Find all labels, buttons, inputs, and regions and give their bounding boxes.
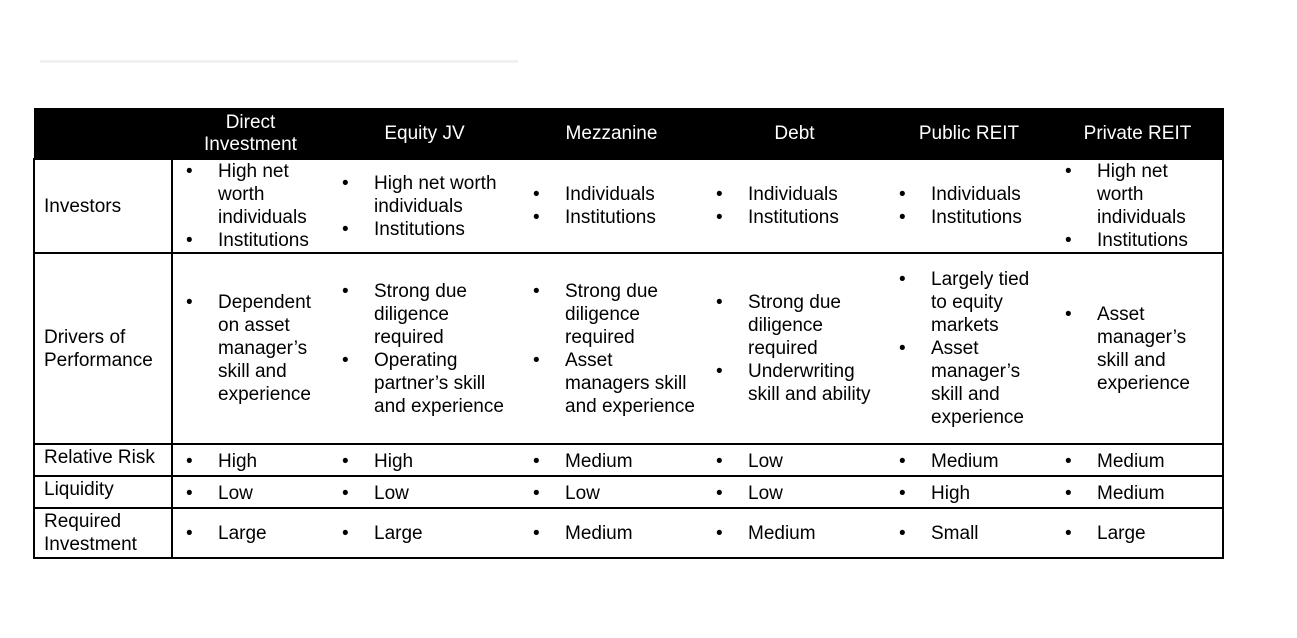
bullet-item: • Operating partner’s skill and experience: [374, 349, 512, 418]
bullet-item: • Largely tied to equity markets: [931, 268, 1030, 337]
bullet-item: • Strong due diligence required: [748, 291, 882, 360]
cell-equity-jv: [329, 508, 520, 558]
bullet-item: • Asset manager’s skill and experience: [1097, 303, 1208, 395]
header-equity-jv: Equity JV: [329, 109, 520, 160]
bullet-item: • Underwriting skill and ability: [748, 360, 882, 406]
cell-direct-investment: [172, 444, 329, 476]
bullet-item: • Individuals: [565, 183, 703, 206]
bullet-item: • Strong due diligence required: [565, 280, 699, 349]
cell-mezzanine: [520, 508, 703, 558]
bullet-item: • High: [218, 450, 329, 473]
cell-public-reit: [886, 253, 1052, 444]
bullet-item: • Large: [218, 522, 329, 545]
header-debt: Debt: [703, 109, 886, 160]
cell-equity-jv: [329, 159, 520, 253]
row-label: Investors: [34, 159, 172, 253]
bullet-item: • Institutions: [565, 206, 703, 229]
cell-mezzanine: [520, 159, 703, 253]
header-empty: [34, 109, 172, 160]
bullet-item: • Low: [748, 482, 886, 505]
bullet-item: • Medium: [1097, 450, 1222, 473]
cell-mezzanine: [520, 476, 703, 508]
row-drivers-of-performance: [34, 253, 1223, 444]
bullet-item: • Medium: [748, 522, 886, 545]
bullet-item: • High net worth individuals: [218, 160, 321, 229]
bullet-item: • Medium: [931, 450, 1052, 473]
cell-private-reit: [1052, 159, 1223, 253]
header-row: [34, 109, 1223, 160]
header-mezzanine: Mezzanine: [520, 109, 703, 160]
cell-debt: [703, 253, 886, 444]
bullet-item: • Low: [748, 450, 886, 473]
bullet-item: • Low: [565, 482, 703, 505]
cell-debt: [703, 159, 886, 253]
row-label: Required Investment: [34, 508, 172, 558]
cell-equity-jv: [329, 476, 520, 508]
bullet-item: • Large: [374, 522, 520, 545]
cell-direct-investment: [172, 476, 329, 508]
cell-direct-investment: [172, 253, 329, 444]
bullet-item: • High: [931, 482, 1052, 505]
row-liquidity: [34, 476, 1223, 508]
cell-public-reit: [886, 159, 1052, 253]
cell-public-reit: [886, 508, 1052, 558]
cell-public-reit: [886, 444, 1052, 476]
cell-equity-jv: [329, 253, 520, 444]
bullet-item: • Small: [931, 522, 1052, 545]
cell-equity-jv: [329, 444, 520, 476]
row-label: Liquidity: [34, 476, 172, 508]
cell-private-reit: [1052, 508, 1223, 558]
bullet-item: • Strong due diligence required: [374, 280, 512, 349]
row-label: Relative Risk: [34, 444, 172, 476]
faint-header-rule: [40, 60, 518, 63]
row-investors: [34, 159, 1223, 253]
bullet-item: • Institutions: [748, 206, 886, 229]
bullet-item: • High net worth individuals: [374, 172, 518, 218]
bullet-item: • Institutions: [374, 218, 518, 241]
bullet-item: • Asset managers skill and experience: [565, 349, 699, 418]
cell-debt: [703, 508, 886, 558]
cell-debt: [703, 444, 886, 476]
bullet-item: • Institutions: [1097, 229, 1208, 252]
bullet-item: • Asset manager’s skill and experience: [931, 337, 1030, 429]
bullet-item: • Institutions: [931, 206, 1052, 229]
cell-direct-investment: [172, 508, 329, 558]
bullet-item: • Low: [218, 482, 329, 505]
cell-private-reit: [1052, 444, 1223, 476]
row-required-investment: [34, 508, 1223, 558]
bullet-item: • Medium: [1097, 482, 1222, 505]
bullet-item: • High: [374, 450, 520, 473]
bullet-item: • Dependent on asset manager’s skill and experience: [218, 291, 315, 406]
bullet-item: • Individuals: [931, 183, 1052, 206]
cell-private-reit: [1052, 476, 1223, 508]
bullet-item: • Large: [1097, 522, 1222, 545]
cell-mezzanine: [520, 444, 703, 476]
bullet-item: • Individuals: [748, 183, 886, 206]
header-direct-investment: Direct Investment: [172, 109, 329, 160]
row-relative-risk: [34, 444, 1223, 476]
bullet-item: • Institutions: [218, 229, 321, 252]
cell-mezzanine: [520, 253, 703, 444]
cell-debt: [703, 476, 886, 508]
header-public-reit: Public REIT: [886, 109, 1052, 160]
bullet-item: • High net worth individuals: [1097, 160, 1208, 229]
bullet-item: • Medium: [565, 522, 703, 545]
cell-direct-investment: [172, 159, 329, 253]
cell-private-reit: [1052, 253, 1223, 444]
comparison-table: [33, 108, 1224, 559]
row-label: Drivers of Performance: [34, 253, 172, 444]
bullet-item: • Low: [374, 482, 520, 505]
bullet-item: • Medium: [565, 450, 703, 473]
header-private-reit: Private REIT: [1052, 109, 1223, 160]
cell-public-reit: [886, 476, 1052, 508]
